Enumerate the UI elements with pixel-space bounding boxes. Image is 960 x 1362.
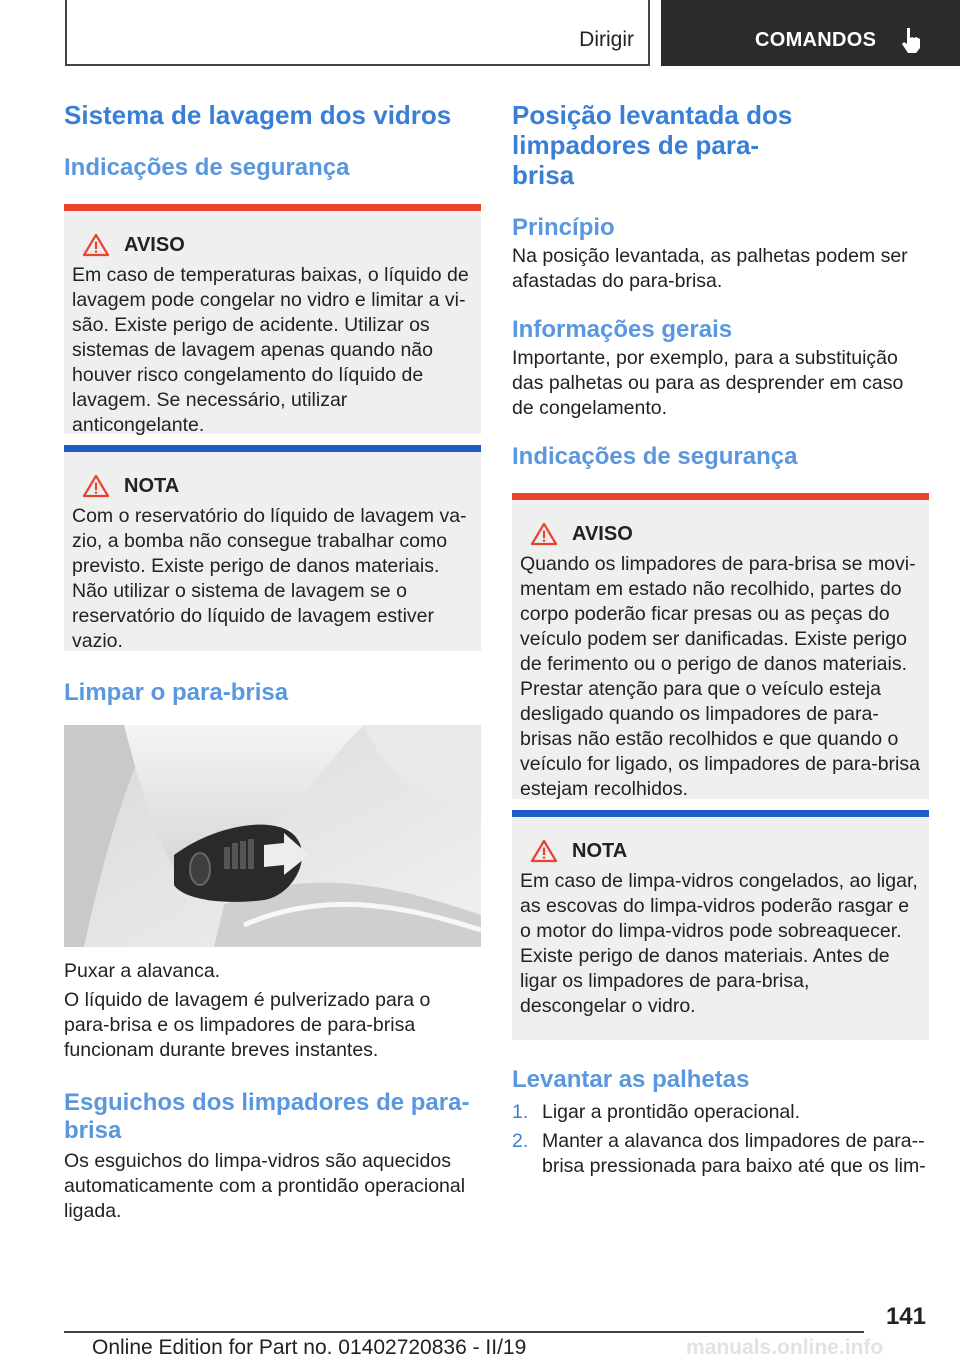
clean-description: O líquido de lavagem é pulverizado para o para-brisa e os limpadores de para-brisa funcionam durante breves instantes. bbox=[64, 989, 431, 1061]
warning-triangle-icon bbox=[530, 522, 558, 546]
footer-edition: Online Edition for Part no. 01402720836 - II/19 bbox=[92, 1336, 527, 1359]
section-tab-label: COMANDOS bbox=[755, 29, 877, 51]
chapter-title: Dirigir bbox=[579, 28, 634, 51]
left-note-box bbox=[64, 445, 481, 651]
right-note-label: NOTA bbox=[572, 839, 628, 862]
caution-triangle-icon bbox=[530, 839, 558, 863]
right-warning-label: AVISO bbox=[572, 522, 633, 545]
footer-divider bbox=[64, 1331, 864, 1333]
principle-text: Na posição levantada, as palhetas podem ser afastadas do para-brisa. bbox=[512, 245, 908, 292]
list-item: 2. Manter a alavanca dos limpadores de para-brisa pressionada para baixo até que os lim- bbox=[512, 1130, 926, 1177]
right-warning-text: Quando os limpadores de para-brisa se movimentam em estado não recolhido, partes do corpo poderão ficar presas ou as peças do veículo podem ser danificadas. Existe perigo de ferimento ou o perigo de danos materiais. Prestar atenção para que o veículo esteja desligado quando os limpadores de para-brisas não estão recolhidos e que quando o veículo for ligado, os limpadores de para-brisa estejam recolhidos. bbox=[520, 553, 920, 800]
note-label: NOTA bbox=[124, 474, 180, 497]
left-safety-heading: Indicações de segurança bbox=[64, 154, 350, 181]
footer-watermark: manuals.online.info bbox=[686, 1336, 884, 1359]
page-number: 141 bbox=[885, 1303, 926, 1330]
warning-label: AVISO bbox=[124, 233, 185, 256]
warning-triangle-icon bbox=[82, 233, 110, 257]
right-note-text: Em caso de limpa-vidros congelados, ao ligar, as escovas do limpa-vidros poderão rasgar e o motor do limpa-vidros pode sobreaquecer. Existe perigo de danos materiais. Antes de ligar os limpadores de para-brisa, descongelar o vidro. bbox=[520, 870, 918, 1017]
clean-windshield-heading: Limpar o para-brisa bbox=[64, 679, 289, 706]
right-warning-box bbox=[512, 493, 929, 799]
principle-heading: Princípio bbox=[512, 214, 615, 241]
right-note-box bbox=[512, 810, 929, 1040]
warning-text: Em caso de temperaturas baixas, o líquido de lavagem pode congelar no vidro e limitar a visão. Existe perigo de acidente. Utilizar os sistemas de lavagem apenas quando não houver risco congelamento do líquido de lavagem. Se necessário, utilizar anticongelante. bbox=[72, 264, 469, 436]
left-warning-box bbox=[64, 204, 481, 434]
raised-position-title: Posição levantada dos limpadores de para-brisa bbox=[512, 100, 793, 190]
general-info-text: Importante, por exemplo, para a substituição das palhetas ou para as desprender em caso de congelamento. bbox=[512, 347, 904, 419]
nozzles-heading: Esguichos dos limpadores de parabrisa bbox=[64, 1089, 470, 1144]
caution-triangle-icon bbox=[82, 474, 110, 498]
nozzles-text: Os esguichos do limpa-vidros são aquecidos automaticamente com a prontidão operacional ligada. bbox=[64, 1150, 466, 1222]
right-safety-heading: Indicações de segurança bbox=[512, 443, 798, 470]
list-item: 1. Ligar a prontidão operacional. bbox=[512, 1101, 801, 1123]
pointing-hand-icon bbox=[899, 26, 923, 54]
wiper-lever-photo bbox=[64, 725, 481, 947]
washer-system-title: Sistema de lavagem dos vidros bbox=[64, 100, 452, 130]
raise-blades-heading: Levantar as palhetas bbox=[512, 1066, 750, 1093]
left-column bbox=[64, 100, 481, 1224]
general-info-heading: Informações gerais bbox=[512, 316, 733, 343]
section-tab bbox=[661, 0, 960, 66]
right-column bbox=[512, 100, 929, 1179]
raise-steps-list bbox=[512, 1100, 929, 1179]
clean-step-pull: Puxar a alavanca. bbox=[64, 960, 221, 982]
header-frame bbox=[65, 0, 650, 66]
note-text: Com o reservatório do líquido de lavagem vazio, a bomba não consegue trabalhar como previsto. Existe perigo de danos materiais. Não utilizar o sistema de lavagem se o reservatório do líquido de lavagem estiver vazio. bbox=[72, 505, 467, 652]
